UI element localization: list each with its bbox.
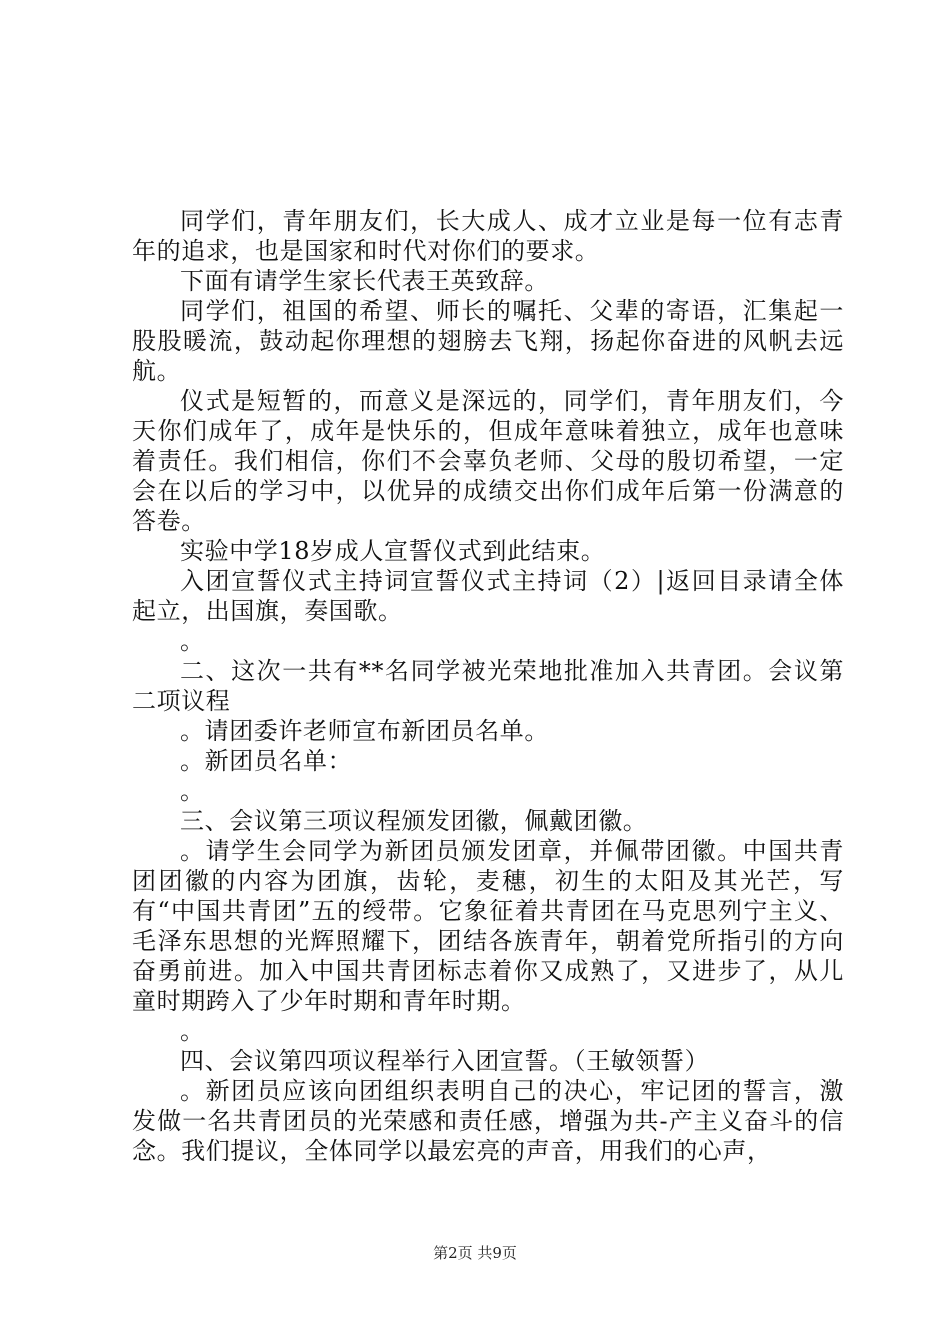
paragraph: 。新团员应该向团组织表明自己的决心，牢记团的誓言，激发做一名共青团员的光荣感和责任感，增强为共-产主义奋斗的信念。我们提议，全体同学以最宏亮的声音，用我们的心声， — [132, 1077, 844, 1165]
paragraph: 。请团委许老师宣布新团员名单。 — [180, 717, 549, 745]
paragraph: 仪式是短暂的，而意义是深远的，同学们，青年朋友们，今天你们成年了，成年是快乐的，但成年意味着独立，成年也意味着责任。我们相信，你们不会辜负老师、父母的殷切希望，一定会在以后的学习中，以优异的成绩交出你们成年后第一份满意的答卷。 — [132, 387, 844, 535]
paragraph: 四、会议第四项议程举行入团宣誓。（王敏领誓） — [180, 1047, 710, 1075]
paragraph: 同学们，青年朋友们，长大成人、成才立业是每一位有志青年的追求，也是国家和时代对你们的要求。 — [132, 207, 844, 265]
paragraph: 入团宣誓仪式主持词宣誓仪式主持词（2）|返回目录请全体起立，出国旗，奏国歌。 — [132, 567, 844, 625]
page-number-footer: 第2页 共9页 — [433, 1244, 517, 1262]
paragraph: 二、这次一共有**名同学被光荣地批准加入共青团。会议第二项议程 — [132, 657, 844, 715]
paragraph: 下面有请学生家长代表王英致辞。 — [180, 267, 549, 295]
document-body — [132, 206, 844, 1166]
paragraph: 实验中学18岁成人宣誓仪式到此结束。 — [180, 537, 606, 565]
paragraph: 三、会议第三项议程颁发团徽，佩戴团徽。 — [180, 807, 648, 835]
paragraph: 。 — [180, 777, 205, 805]
paragraph: 同学们，祖国的希望、师长的嘱托、父辈的寄语，汇集起一股股暖流，鼓动起你理想的翅膀去飞翔，扬起你奋进的风帆去远航。 — [132, 297, 844, 385]
paragraph: 。新团员名单： — [180, 747, 353, 775]
paragraph: 。 — [180, 627, 205, 655]
paragraph: 。 — [180, 1017, 205, 1045]
paragraph: 。请学生会同学为新团员颁发团章，并佩带团徽。中国共青团团徽的内容为团旗，齿轮，麦穗，初生的太阳及其光芒，写有“中国共青团”五的绶带。它象征着共青团在马克思列宁主义、毛泽东思想的光辉照耀下，团结各族青年，朝着党所指引的方向奋勇前进。加入中国共青团标志着你又成熟了，又进步了，从儿童时期跨入了少年时期和青年时期。 — [132, 837, 844, 1015]
